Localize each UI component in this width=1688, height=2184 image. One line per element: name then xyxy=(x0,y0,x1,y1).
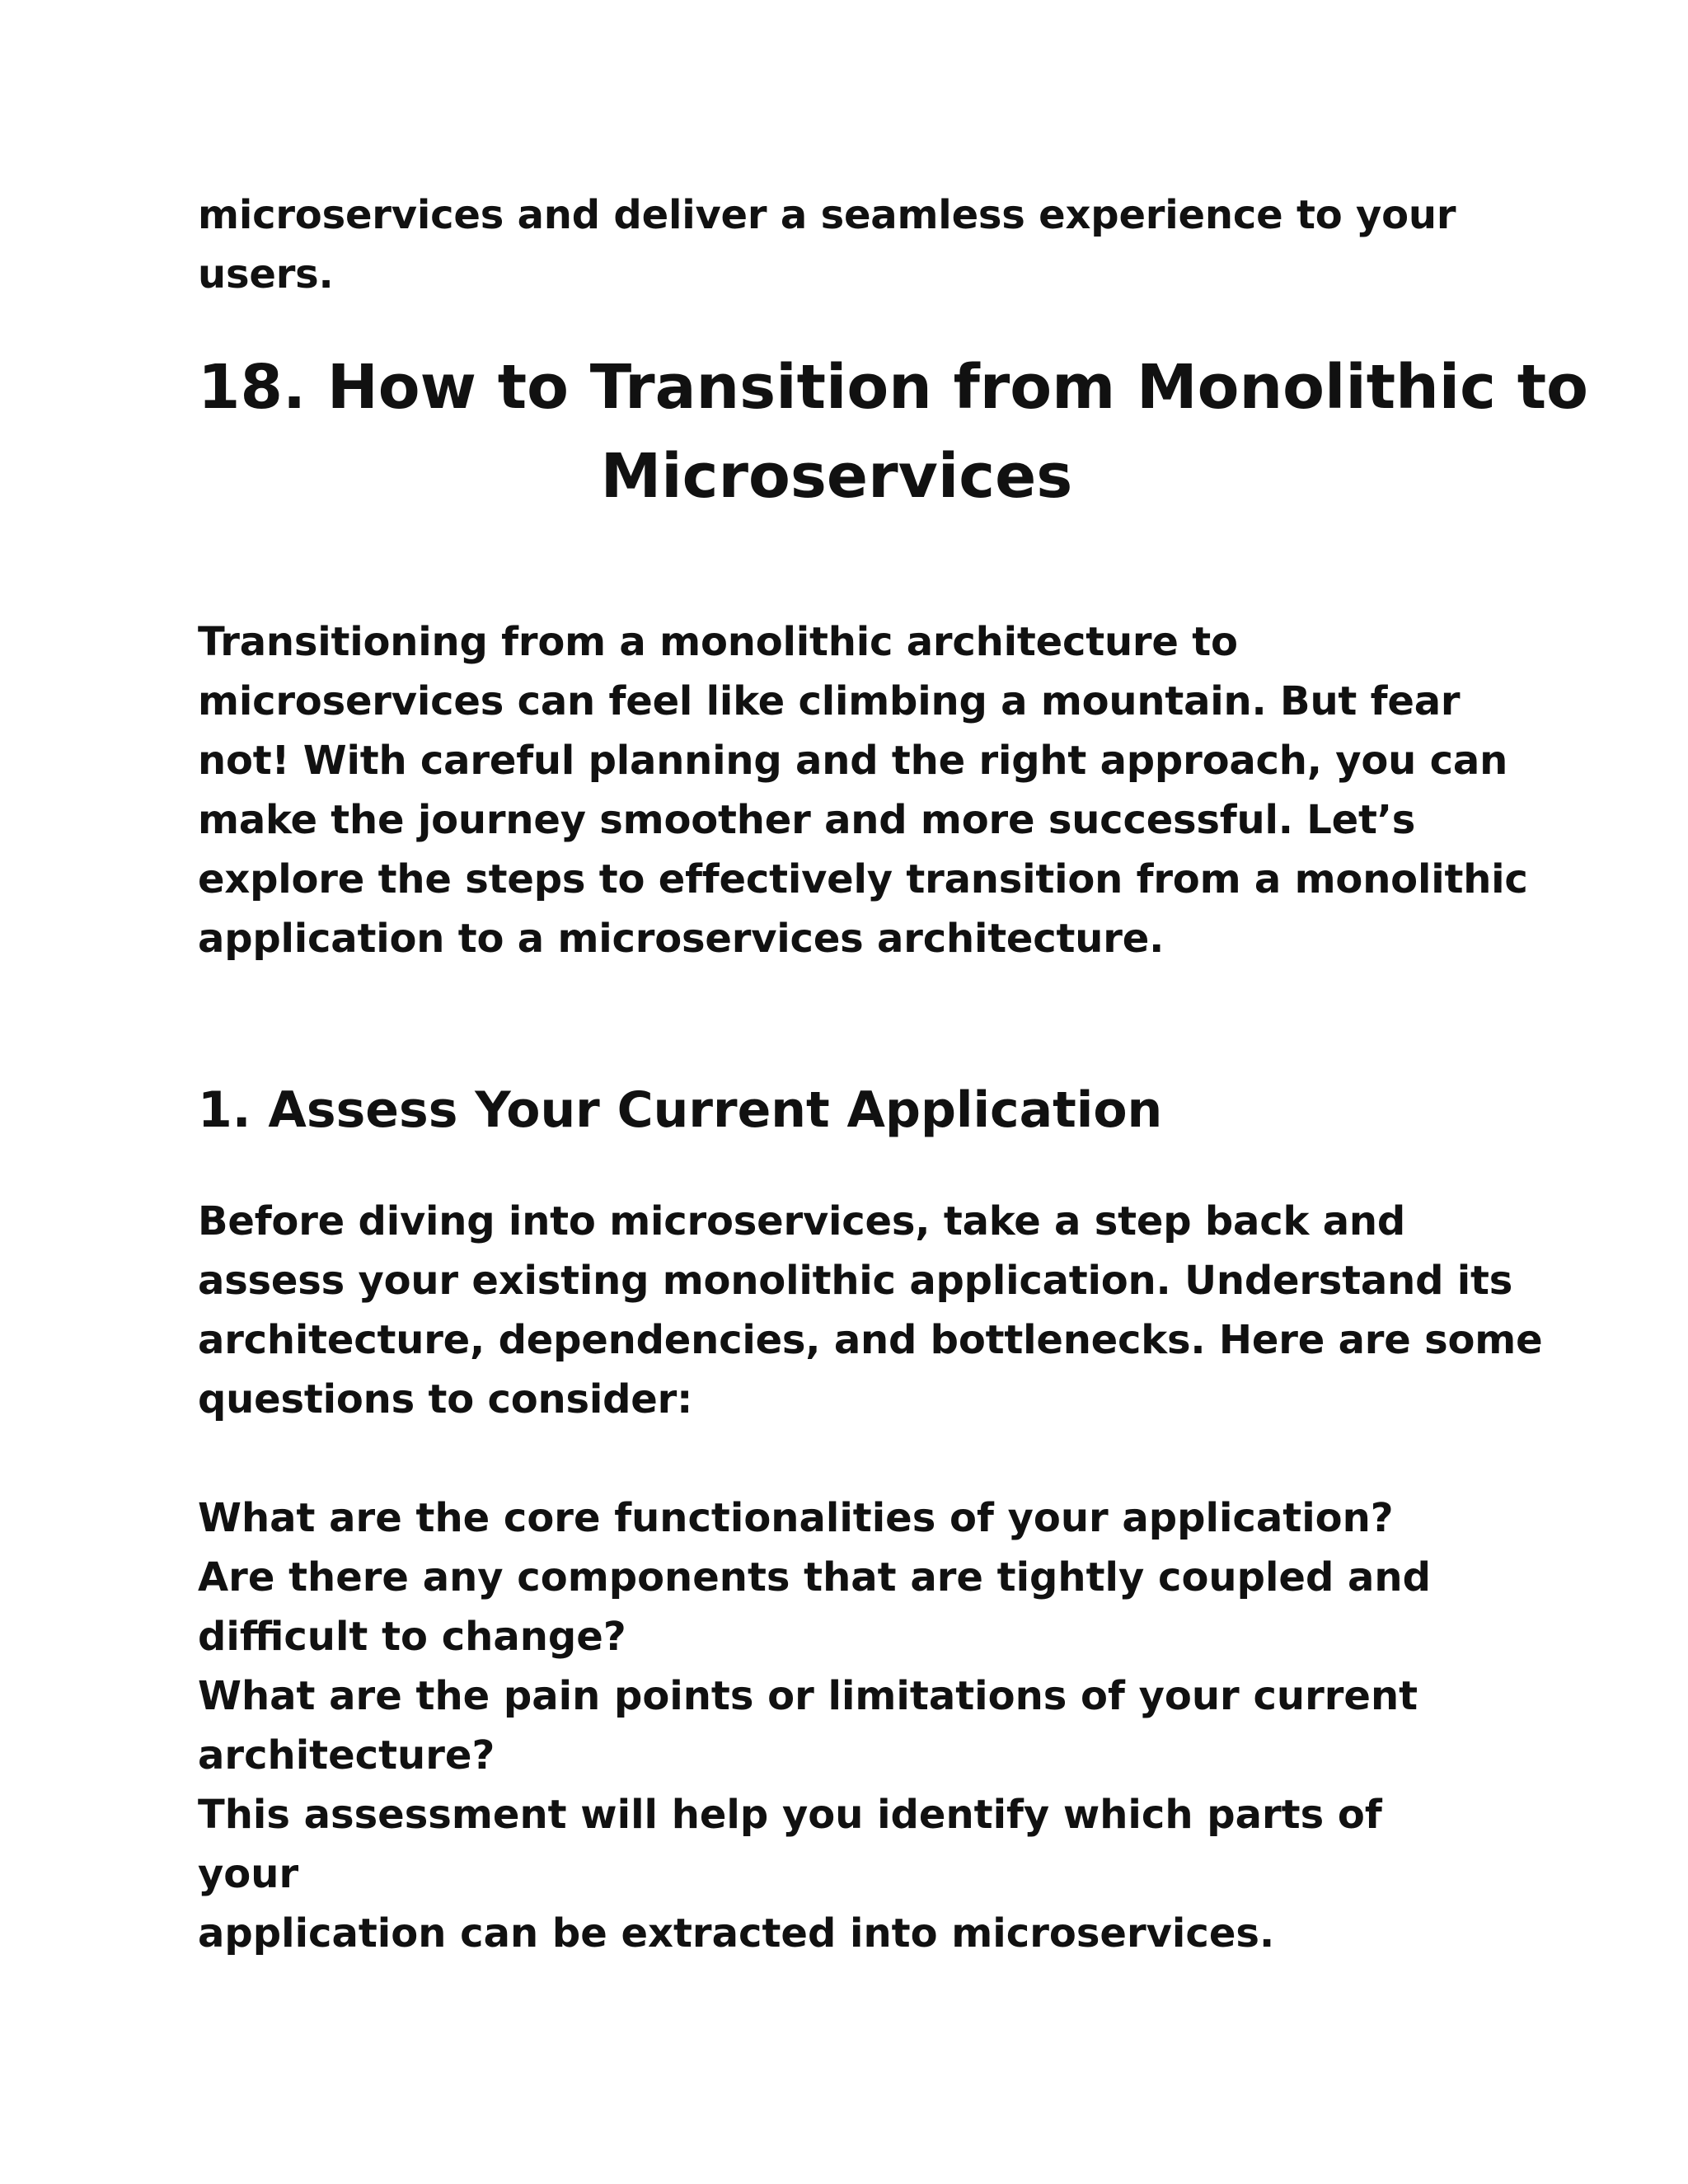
section-heading: 1. Assess Your Current Application xyxy=(198,1081,1163,1139)
list-item: This assessment will help you identify which parts of your xyxy=(198,1792,1382,1897)
chapter-title-line: Microservices xyxy=(600,441,1073,512)
continuation-paragraph xyxy=(198,185,1475,304)
text-line: Before diving into microservices, take a step back and xyxy=(198,1198,1406,1244)
text-line: explore the steps to effectively transition from a monolithic xyxy=(198,856,1528,902)
list-item: difficult to change? xyxy=(198,1614,626,1660)
list-item: Are there any components that are tightly coupled and xyxy=(198,1554,1431,1601)
chapter-title-line: 18. How to Transition from Monolithic to xyxy=(198,352,1589,423)
page-content xyxy=(198,185,1589,1963)
intro-paragraph xyxy=(198,612,1528,968)
list-item: What are the pain points or limitations of your current xyxy=(198,1673,1418,1719)
text-line: users. xyxy=(198,251,334,298)
text-line: make the journey smoother and more successful. Let’s xyxy=(198,797,1416,843)
text-line: application to a microservices architecture. xyxy=(198,916,1165,962)
section-intro-paragraph xyxy=(198,1192,1543,1429)
list-item: What are the core functionalities of your application? xyxy=(198,1495,1394,1541)
text-line: not! With careful planning and the right approach, you can xyxy=(198,738,1508,784)
text-line: microservices and deliver a seamless experience to your xyxy=(198,192,1456,238)
text-line: Transitioning from a monolithic architecture to xyxy=(198,619,1238,665)
chapter-title xyxy=(198,343,1589,521)
text-line: assess your existing monolithic application. Understand its xyxy=(198,1258,1513,1304)
text-line: questions to consider: xyxy=(198,1376,693,1422)
questions-list xyxy=(198,1488,1475,1963)
list-item: architecture? xyxy=(198,1732,495,1779)
list-item: application can be extracted into microservices. xyxy=(198,1910,1275,1957)
text-line: microservices can feel like climbing a mountain. But fear xyxy=(198,678,1461,724)
text-line: architecture, dependencies, and bottlenecks. Here are some xyxy=(198,1317,1543,1363)
